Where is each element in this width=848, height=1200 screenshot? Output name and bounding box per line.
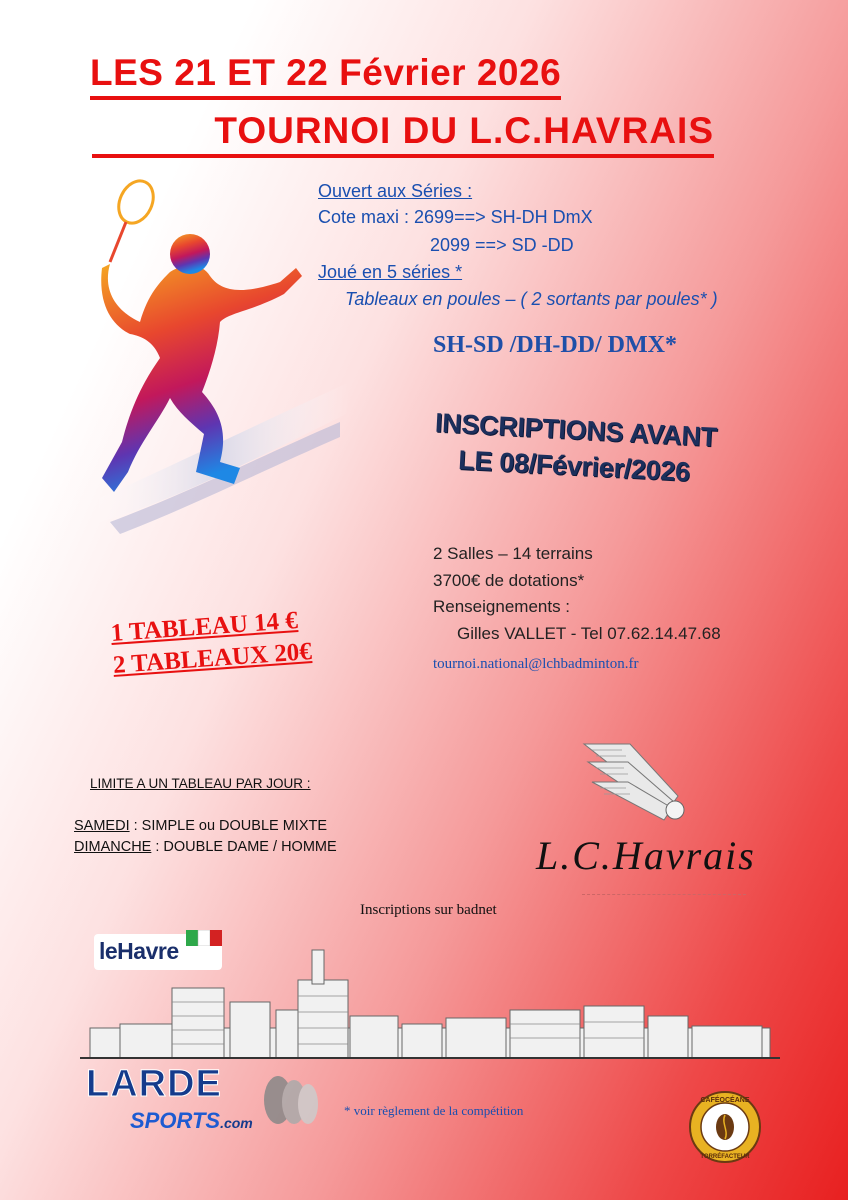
runner-silhouette-icon <box>256 1070 326 1134</box>
cote-max-line-2: 2099 ==> SD -DD <box>430 235 574 255</box>
larde-sports-logo-sub <box>130 1108 253 1134</box>
day-limits <box>74 816 337 858</box>
cote-max-line: Cote maxi : 2699==> SH-DH DmX <box>318 207 593 227</box>
halls-courts: 2 Salles – 14 terrains <box>433 544 593 563</box>
larde-sports-logo: LARDE <box>86 1063 222 1105</box>
shuttlecock-icon <box>582 740 692 830</box>
saturday-label: SAMEDI <box>74 818 130 834</box>
sports-word: SPORTS <box>130 1108 221 1133</box>
saturday-text: : SIMPLE ou DOUBLE MIXTE <box>129 818 328 834</box>
info-label: Renseignements : <box>433 597 571 616</box>
city-skyline-illustration <box>80 940 780 1065</box>
badminton-player-illustration <box>70 172 360 552</box>
contact-line: Gilles VALLET - Tel 07.62.14.47.68 <box>457 623 721 643</box>
pool-format-line: Tableaux en poules – ( 2 sortants par poules* ) <box>345 289 718 309</box>
pricing <box>110 604 313 682</box>
sports-suffix: .com <box>220 1115 253 1131</box>
limit-heading: LIMITE A UN TABLEAU PAR JOUR : <box>90 776 311 791</box>
tournament-title: TOURNOI DU L.C.HAVRAIS <box>92 110 714 158</box>
registration-deadline-line2: LE 08/Février/2026 <box>457 444 691 488</box>
registration-deadline <box>403 403 746 493</box>
club-logo-underline <box>582 894 746 895</box>
cafe-logo-bottom-text: TORRÉFACTEUR <box>700 1154 750 1160</box>
series-categories: SH-SD /DH-DD/ DMX* <box>433 332 677 358</box>
cafe-logo-top-text: CAFÉOCÉANE <box>700 1097 750 1104</box>
badnet-registration-note: Inscriptions sur badnet <box>360 902 497 918</box>
cafe-oceane-logo <box>688 1090 762 1164</box>
lehavre-logo-text: leHavre <box>99 938 179 964</box>
sunday-text: : DOUBLE DAME / HOMME <box>151 839 337 855</box>
open-series-label: Ouvert aux Séries : <box>318 181 473 201</box>
venue-info <box>433 541 721 647</box>
played-series-label: Joué en 5 séries * <box>318 262 463 282</box>
sunday-label: DIMANCHE <box>74 839 152 855</box>
event-dates-title: LES 21 ET 22 Février 2026 <box>90 52 561 100</box>
registration-deadline-line1: INSCRIPTIONS AVANT <box>434 407 718 453</box>
price-two-tables: 2 TABLEAUX 20€ <box>112 638 313 679</box>
contact-email: tournoi.national@lchbadminton.fr <box>433 656 639 672</box>
price-one-table: 1 TABLEAU 14 € <box>109 607 299 648</box>
prize-money: 3700€ de dotations* <box>433 570 585 590</box>
rules-footnote: * voir règlement de la compétition <box>344 1103 524 1118</box>
club-logo-text: L.C.Havrais <box>536 833 756 878</box>
